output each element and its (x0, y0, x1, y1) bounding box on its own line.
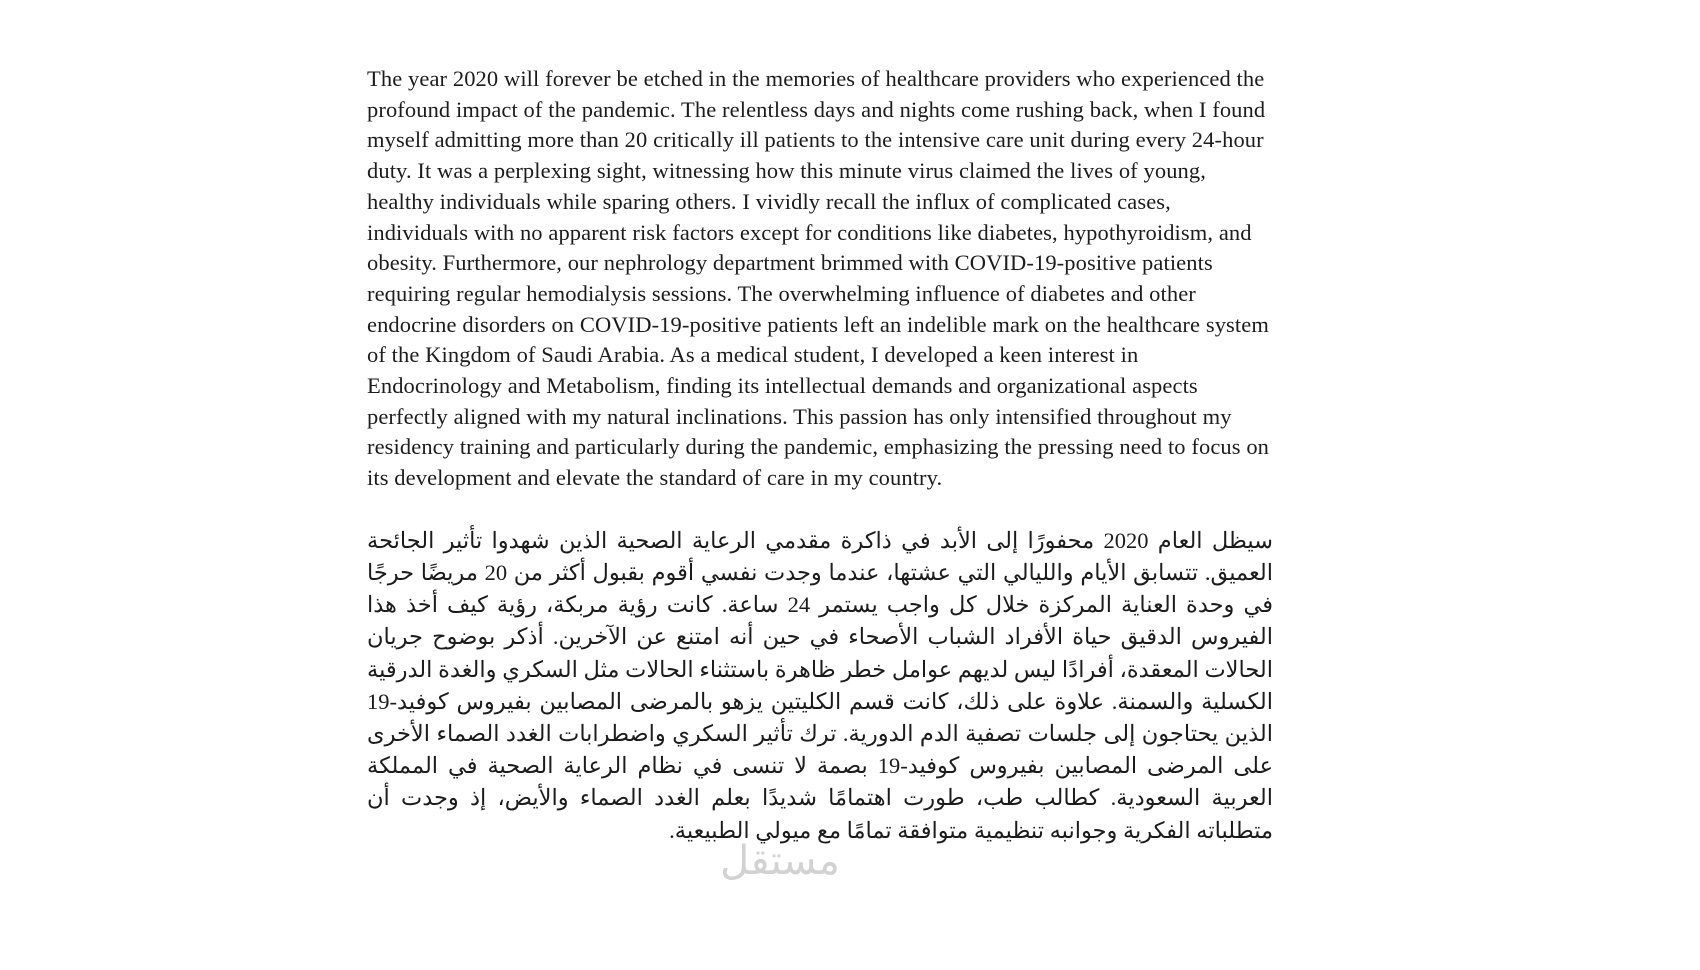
english-paragraph: The year 2020 will forever be etched in the memories of healthcare providers who experienced the profound impact of the pandemic. The relentless days and nights come rushing back, when I found myself admitting more than 20 critically ill patients to the intensive care unit during every 24-hour duty. It was a perplexing sight, witnessing how this minute virus claimed the lives of young, healthy individuals while sparing others. I vividly recall the influx of complicated cases, individuals with no apparent risk factors except for conditions like diabetes, hypothyroidism, and obesity. Furthermore, our nephrology department brimmed with COVID-19-positive patients requiring regular hemodialysis sessions. The overwhelming influence of diabetes and other endocrine disorders on COVID-19-positive patients left an indelible mark on the healthcare system of the Kingdom of Saudi Arabia. As a medical student, I developed a keen interest in Endocrinology and Metabolism, finding its intellectual demands and organizational aspects perfectly aligned with my natural inclinations. This passion has only intensified throughout my residency training and particularly during the pandemic, emphasizing the pressing need to focus on its development and elevate the standard of care in my country. (367, 66, 1270, 491)
arabic-paragraph: سيظل العام 2020 محفورًا إلى الأبد في ذاكرة مقدمي الرعاية الصحية الذين شهدوا تأثير الجائحة العميق. تتسابق الأيام والليالي التي عشتها، عندما وجدت نفسي أقوم بقبول أكثر من 20 مريضًا حرجًا في وحدة العناية المركزة خلال كل واجب يستمر 24 ساعة. كانت رؤية مربكة، رؤية كيف أخذ هذا الفيروس الدقيق حياة الأفراد الشباب الأصحاء في حين أنه امتنع عن الآخرين. أذكر بوضوح جريان الحالات المعقدة، أفرادًا ليس لديهم عوامل خطر ظاهرة باستثناء الحالات مثل السكري والغدة الدرقية الكسلية والسمنة. علاوة على ذلك، كانت قسم الكليتين يزهو بالمرضى المصابين بفيروس كوفيد-19 الذين يحتاجون إلى جلسات تصفية الدم الدورية. ترك تأثير السكري واضطرابات الغدد الصماء الأخرى على المرضى المصابين بفيروس كوفيد-19 بصمة لا تنسى في نظام الرعاية الصحية في المملكة العربية السعودية. كطالب طب، طورت اهتمامًا شديدًا بعلم الغدد الصماء والأيض، إذ وجدت أن متطلباته الفكرية وجوانبه تنظيمية متوافقة تمامًا مع ميولي الطبيعية. (367, 527, 1274, 843)
watermark: مستقل (720, 838, 840, 884)
document-body (367, 64, 1273, 847)
